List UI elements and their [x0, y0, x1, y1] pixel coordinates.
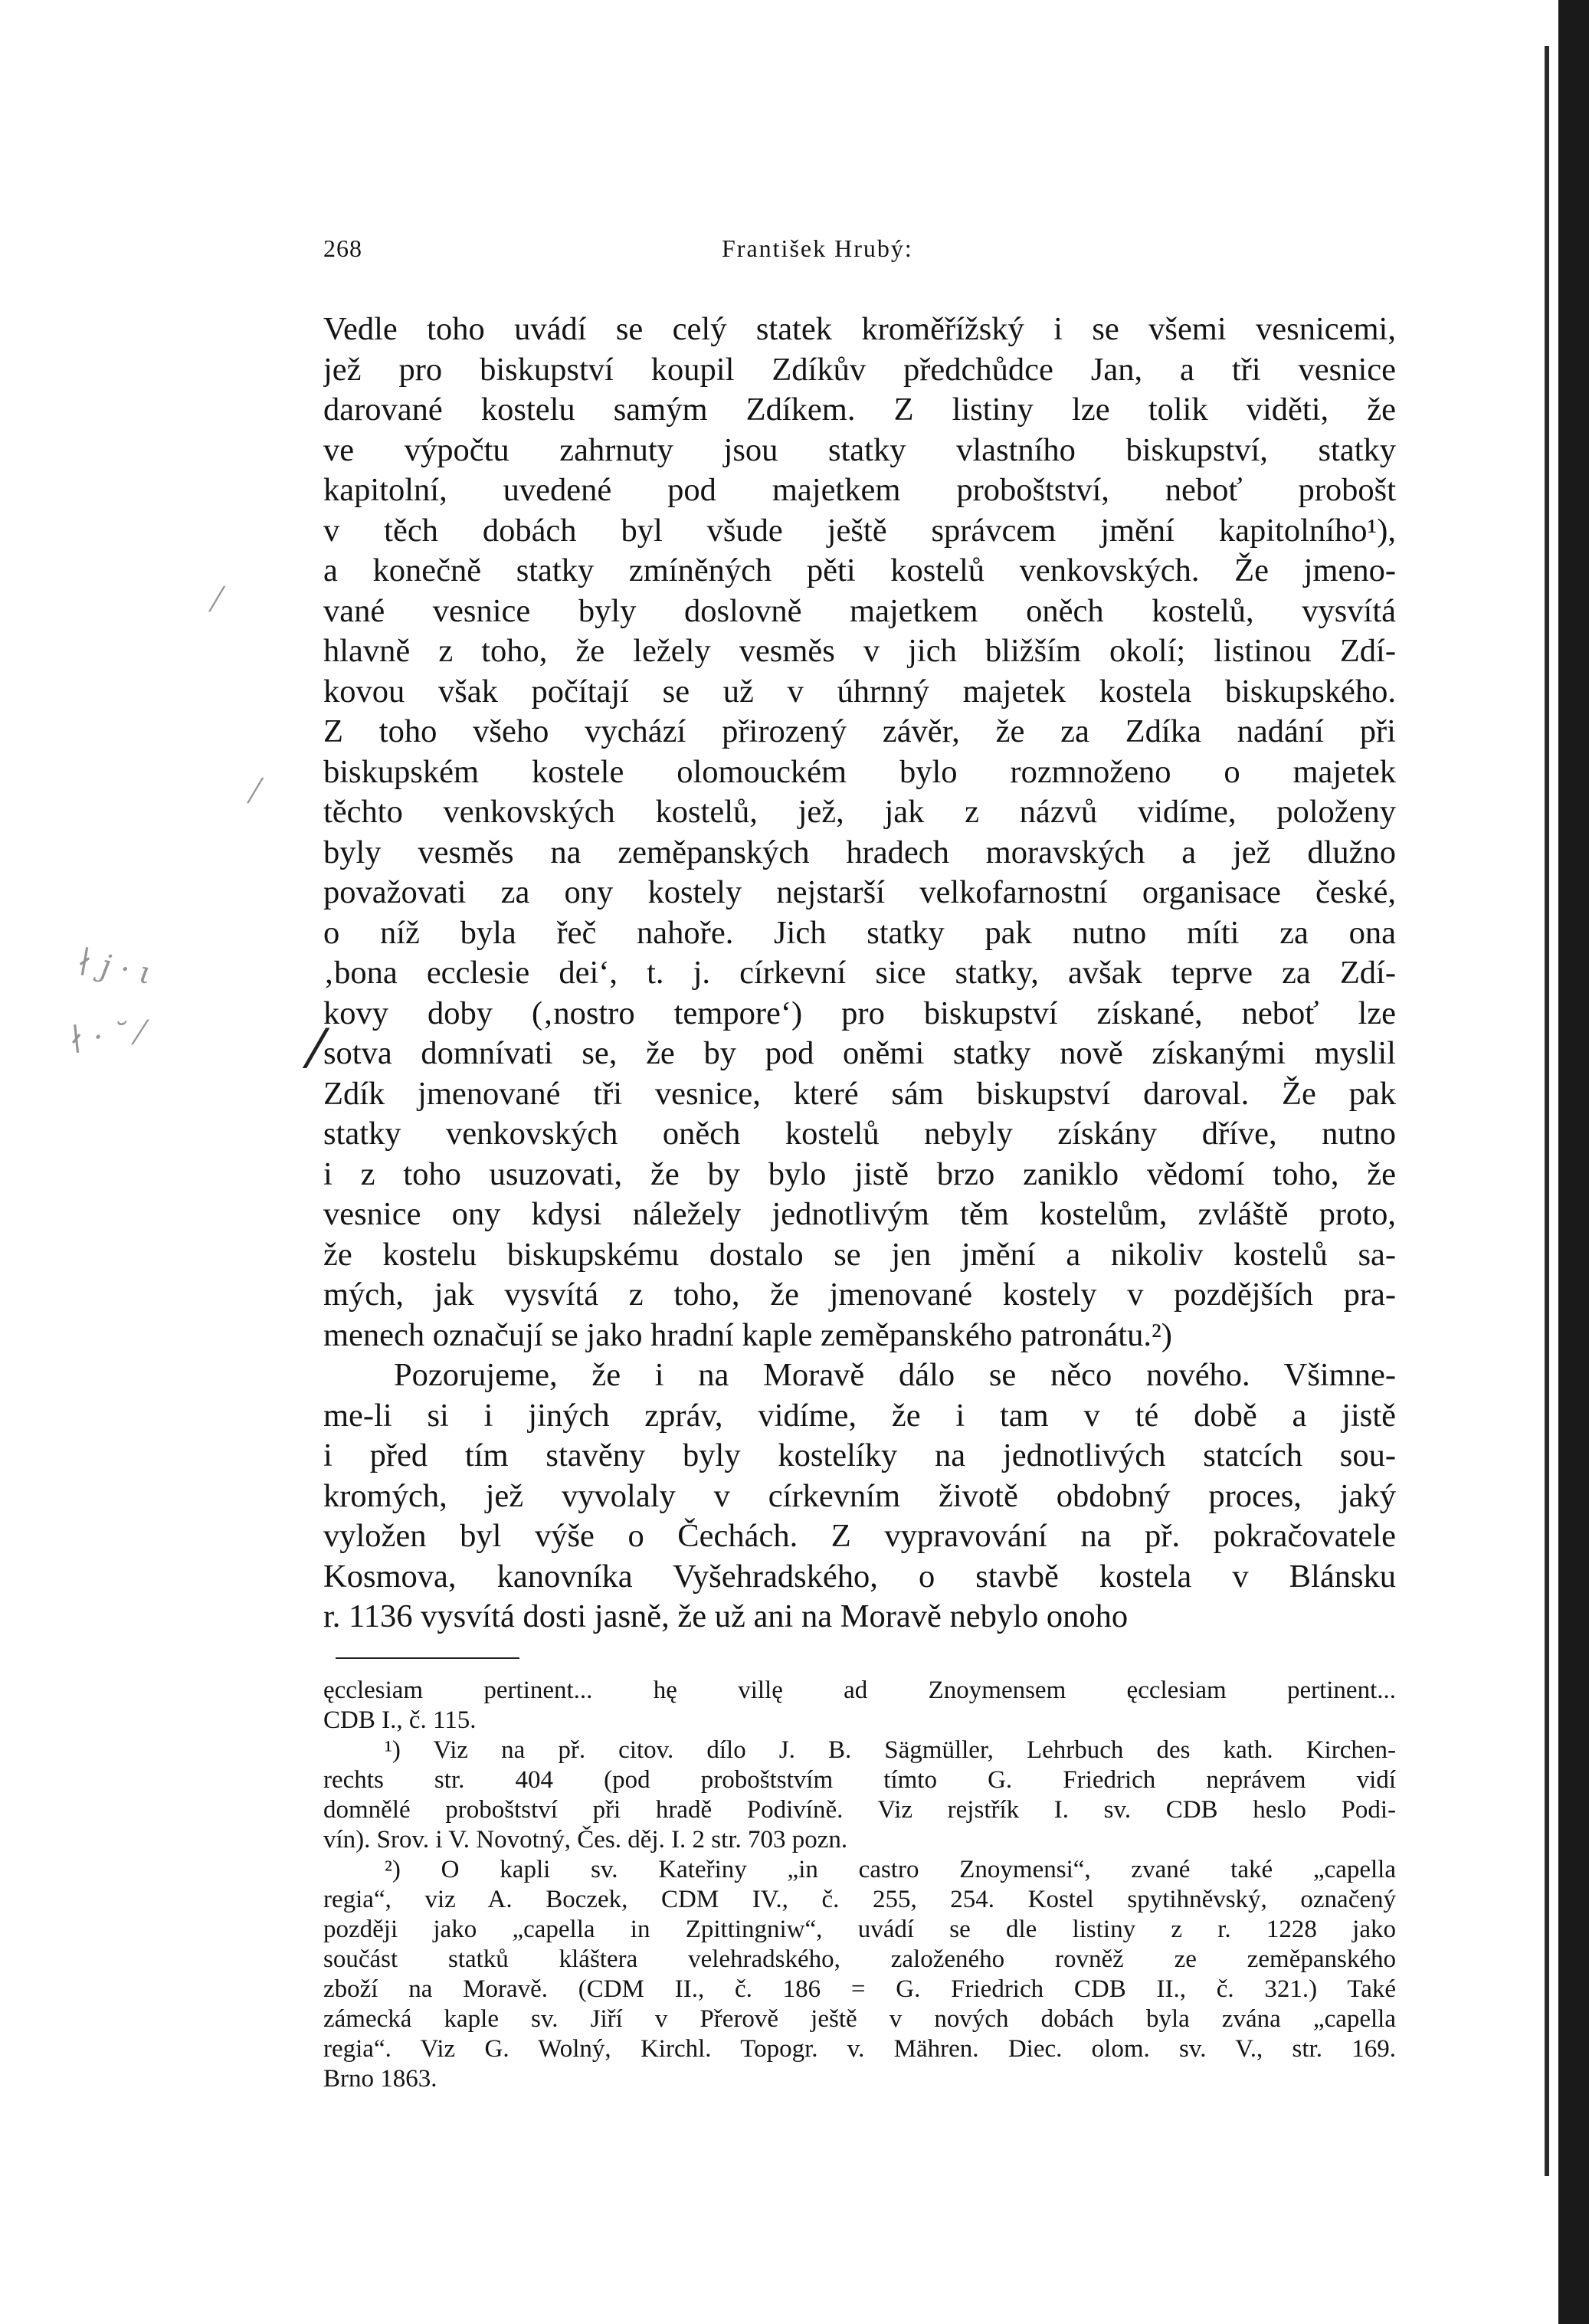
text-line: menech označují se jako hradní kaple zeměpanského patronátu.²) [323, 1316, 1172, 1353]
text-line: Vedle toho uvádí se celý statek kroměřížský i se všemi vesnicemi, [323, 311, 1396, 347]
pencil-mark: ∤ · ˘ ⁄ [67, 1015, 145, 1058]
text-line: vesnice ony kdysi náležely jednotlivým těm kostelům, zvláště proto, [323, 1196, 1396, 1232]
text-line: jež pro biskupství koupil Zdíkův předchůdce Jan, a tři vesnice [323, 351, 1396, 388]
text-line: ²) O kapli sv. Kateřiny „in castro Znoymensi“, zvané také „capella [385, 1855, 1396, 1883]
pencil-mark: ⁄ [211, 582, 222, 618]
text-line: o níž byla řeč nahoře. Jich statky pak nutno míti za ona [323, 914, 1396, 951]
text-line: Z toho všeho vychází přirozený závěr, že za Zdíka nadání při [323, 713, 1396, 749]
footnote-rule [336, 1657, 519, 1659]
page-edge-shadow [1558, 0, 1589, 2324]
text-line: darované kostelu samým Zdíkem. Z listiny lze tolik viděti, že [323, 392, 1396, 428]
text-line: r. 1136 vysvítá dosti jasně, že už ani na Moravě nebylo onoho [323, 1598, 1129, 1634]
text-line: CDB I., č. 115. [323, 1706, 477, 1734]
text-line: kapitolní, uvedené pod majetkem proboštství, neboť probošt [323, 472, 1396, 508]
text-line: biskupském kostele olomouckém bylo rozmnoženo o majetek [323, 753, 1396, 790]
text-line: hlavně z toho, že ležely vesměs v jich bližším okolí; listinou Zdí- [323, 633, 1396, 669]
text-line: těchto venkovských kostelů, jež, jak z názvů vidíme, položeny [323, 794, 1396, 830]
pencil-mark: ∤ ϳ · ι [74, 943, 155, 992]
text-line: zámecká kaple sv. Jiří v Přerově ještě v nových dobách byla zvána „capella [323, 2004, 1396, 2033]
text-line: regia“, viz A. Boczek, CDM IV., č. 255, 254. Kostel spytihněvský, označený [323, 1885, 1396, 1913]
text-line: zboží na Moravě. (CDM II., č. 186 = G. Friedrich CDB II., č. 321.) Také [323, 1975, 1396, 2003]
text-line: sotva domnívati se, že by pod oněmi statky nově získanými myslil [323, 1035, 1396, 1071]
text-line: vyložen byl výše o Čechách. Z vypravování na př. pokračovatele [323, 1518, 1396, 1554]
text-line: součást statků kláštera velehradského, založeného rovněž ze zeměpanského [323, 1945, 1396, 1973]
footnote-1 [323, 1736, 1396, 1855]
text-line: domnělé proboštství při hradě Podivíně. Viz rejstřík I. sv. CDB heslo Podi- [323, 1795, 1396, 1824]
text-line: vín). Srov. i V. Novotný, Čes. děj. I. 2 str. 703 pozn. [323, 1825, 848, 1854]
text-line: ‚bona ecclesie dei‘, t. j. církevní sice statky, avšak teprve za Zdí- [323, 955, 1396, 991]
pencil-mark: ⁄ [250, 773, 260, 810]
text-line: kovou však počítají se už v úhrnný majetek kostela biskupského. [323, 673, 1396, 710]
text-line: že kostelu biskupskému dostalo se jen jmění a nikoliv kostelů sa- [323, 1236, 1396, 1273]
paragraph [323, 310, 1396, 1355]
text-line: později jako „capella in Zpittingniw“, uvádí se dle listiny z r. 1228 jako [323, 1915, 1396, 1943]
text-line: statky venkovských oněch kostelů nebyly získány dříve, nutno [323, 1116, 1396, 1152]
footnote-2 [323, 1855, 1396, 2094]
text-line: regia“. Viz G. Wolný, Kirchl. Topogr. v. Mähren. Diec. olom. sv. V., str. 169. [323, 2034, 1396, 2063]
footnote-continuation [323, 1676, 1396, 1736]
text-line: kovy doby (‚nostro tempore‘) pro biskupství získané, neboť lze [323, 995, 1396, 1031]
page-header [323, 234, 1396, 280]
page-binding-line [1545, 46, 1549, 2176]
text-line: vané vesnice byly doslovně majetkem oněch kostelů, vysvítá [323, 592, 1396, 629]
text-line: považovati za ony kostely nejstarší velkofarnostní organisace české, [323, 874, 1396, 910]
text-line: rechts str. 404 (pod proboštstvím tímto G. Friedrich neprávem vidí [323, 1765, 1396, 1794]
text-line: kromých, jež vyvolaly v církevním životě obdobný proces, jaký [323, 1477, 1396, 1514]
text-line: v těch dobách byl všude ještě správcem jmění kapitolního¹), [323, 512, 1396, 549]
running-head: František Hrubý: [722, 234, 913, 262]
text-line: Zdík jmenované tři vesnice, které sám biskupství daroval. Že pak [323, 1075, 1396, 1112]
text-line: ęcclesiam pertinent... hę villę ad Znoymensem ęcclesiam pertinent... [323, 1676, 1396, 1704]
text-line: mých, jak vysvítá z toho, že jmenované kostely v pozdějších pra- [323, 1277, 1396, 1313]
text-line: Kosmova, kanovníka Vyšehradského, o stavbě kostela v Blánsku [323, 1558, 1396, 1595]
margin-bracket-mark: / [300, 1019, 333, 1076]
text-line: i z toho usuzovati, že by bylo jistě brzo zaniklo vědomí toho, že [323, 1155, 1396, 1192]
footnotes [323, 1676, 1396, 2094]
text-line: Pozorujeme, že i na Moravě dálo se něco nového. Všimne- [394, 1357, 1396, 1393]
text-line: i před tím stavěny byly kostelíky na jednotlivých statcích sou- [323, 1437, 1396, 1473]
text-line: ¹) Viz na př. citov. dílo J. B. Sägmüller, Lehrbuch des kath. Kirchen- [385, 1736, 1396, 1764]
text-line: a konečně statky zmíněných pěti kostelů venkovských. Že jmeno- [323, 552, 1396, 588]
text-line: ve výpočtu zahrnuty jsou statky vlastního biskupství, statky [323, 431, 1396, 468]
page [323, 234, 1396, 2094]
text-line: byly vesměs na zeměpanských hradech moravských a jež dlužno [323, 834, 1396, 870]
page-number: 268 [323, 234, 362, 262]
body-text [323, 310, 1396, 1637]
text-line: Brno 1863. [323, 2064, 437, 2093]
paragraph [323, 1355, 1396, 1637]
text-line: me-li si i jiných zpráv, vidíme, že i tam v té době a jistě [323, 1397, 1396, 1434]
